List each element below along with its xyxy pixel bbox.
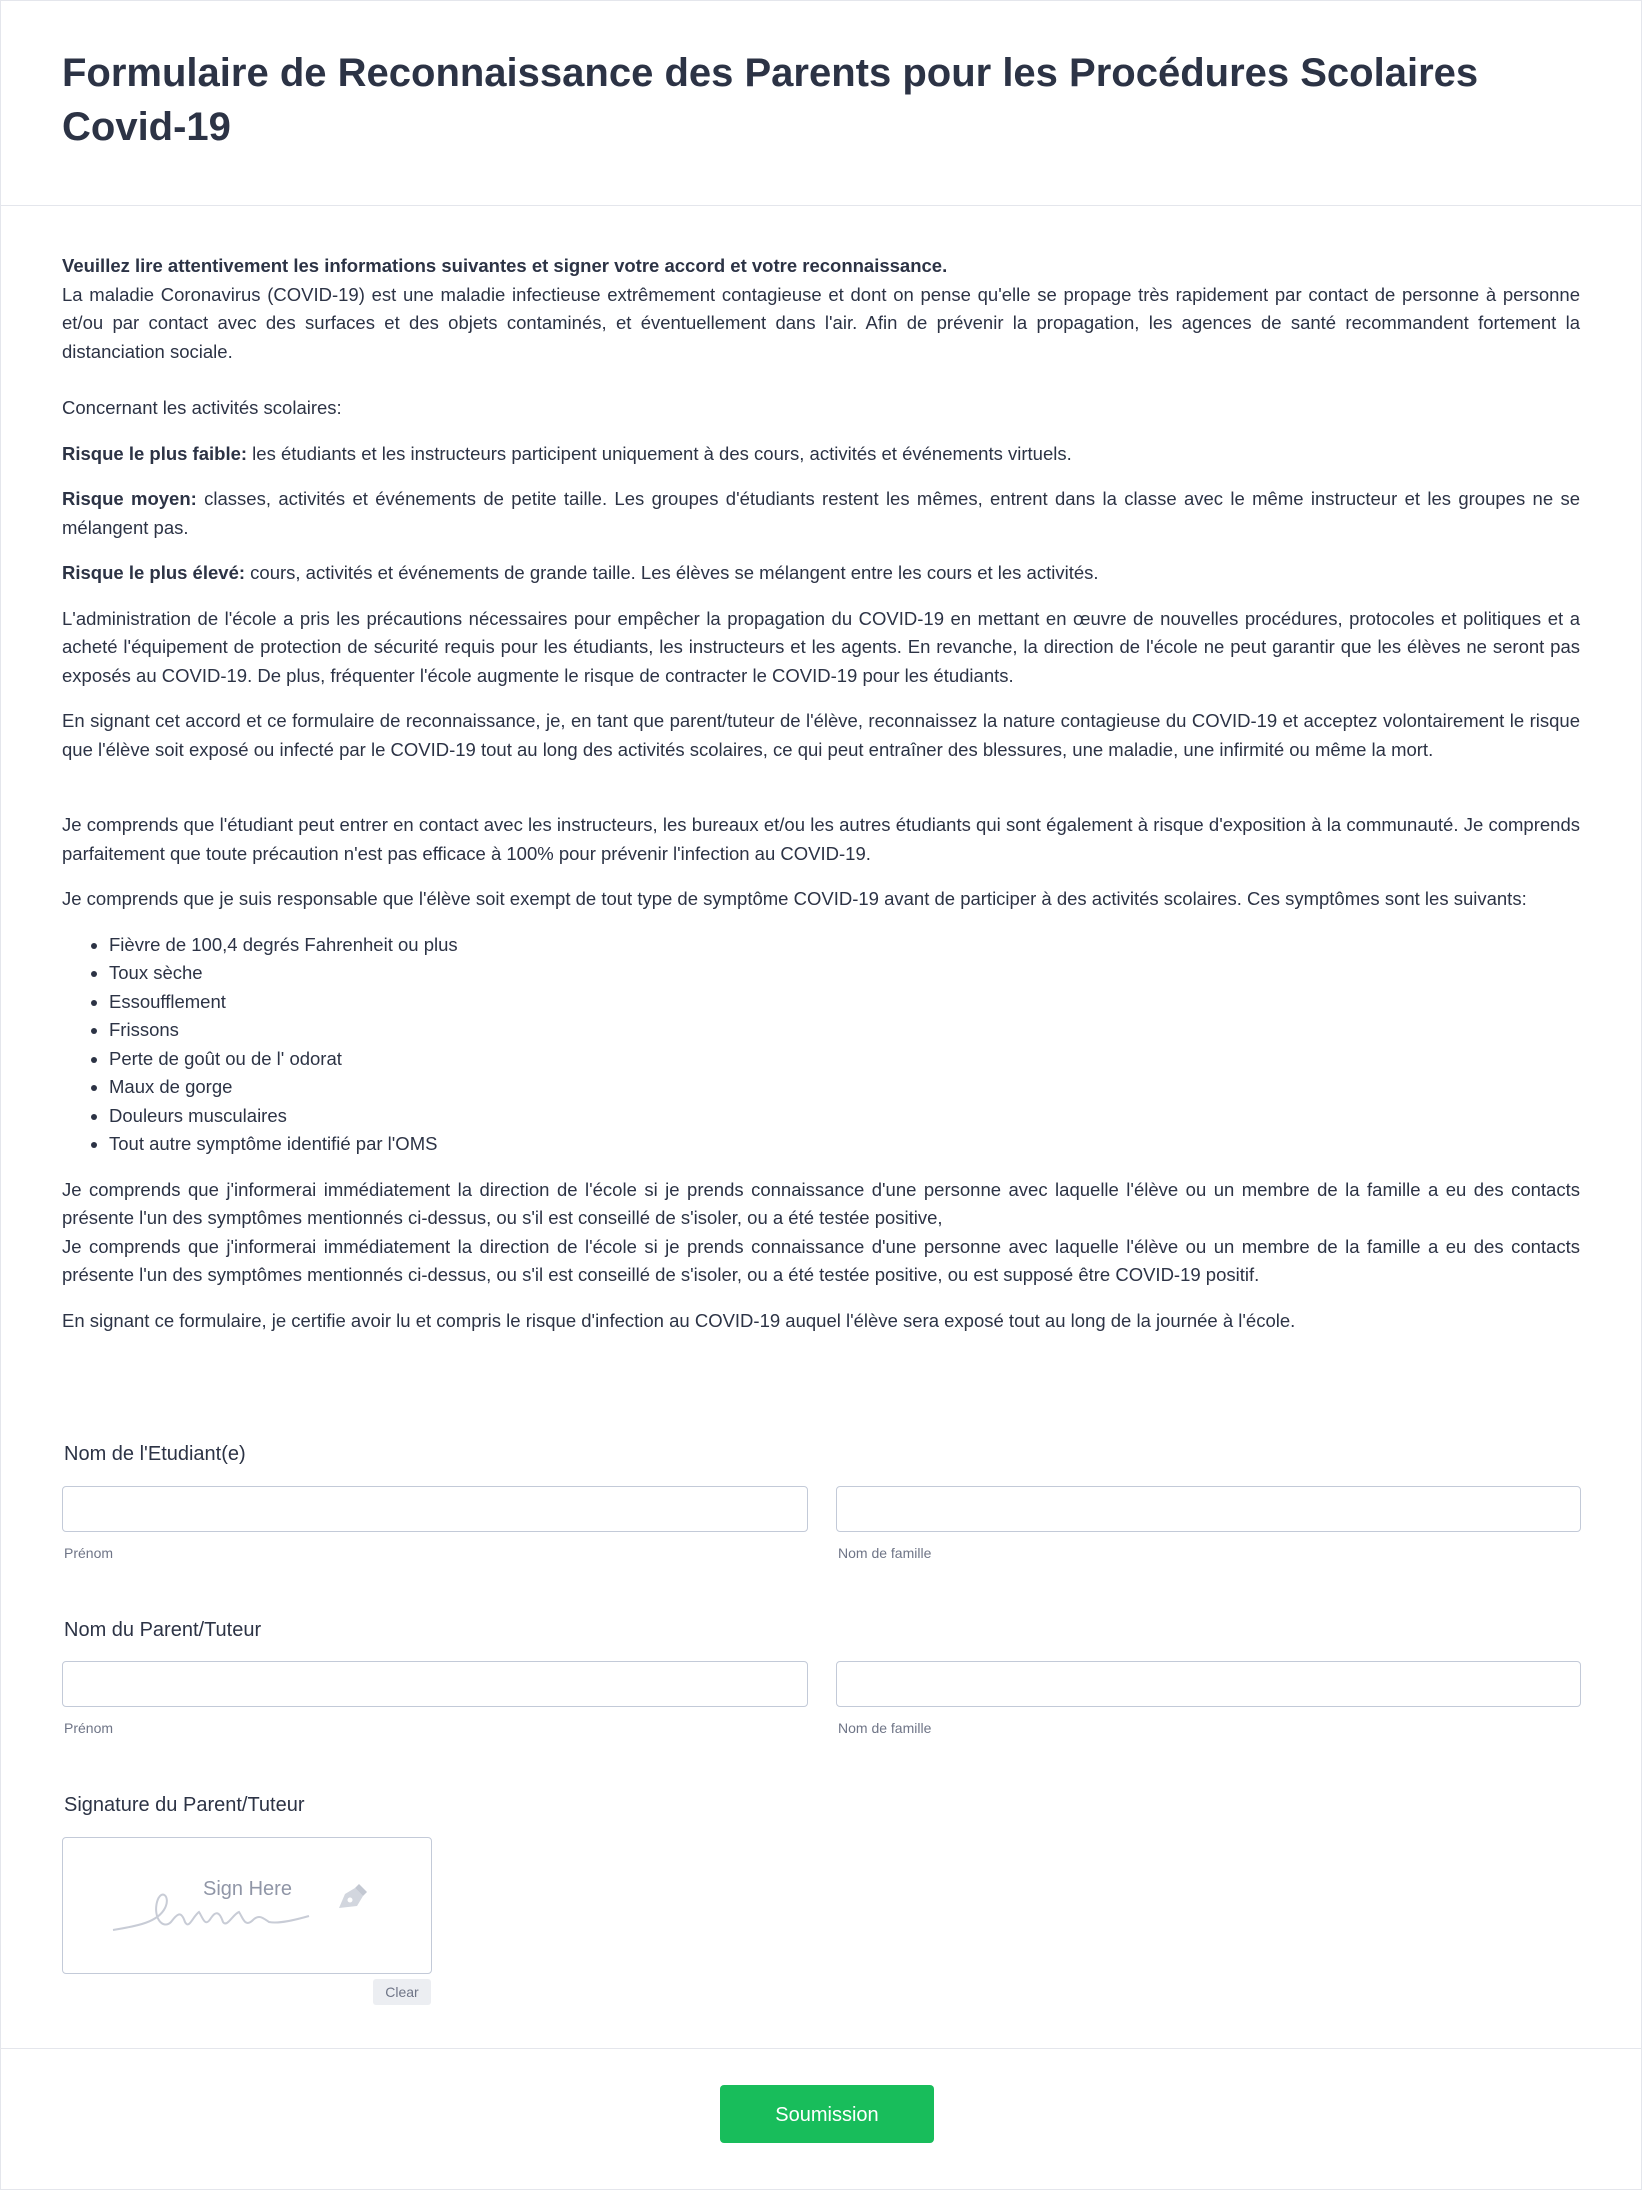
- list-item: • Essoufflement: [109, 988, 1580, 1017]
- parent-first-name-input[interactable]: [62, 1661, 808, 1707]
- symptoms-list: [62, 931, 1580, 1159]
- list-item: • Douleurs musculaires: [109, 1102, 1580, 1131]
- intro-text: La maladie Coronavirus (COVID-19) est une maladie infectieuse extrêmement contagieuse et dont on pense qu'elle se propage très rapidement par contact de personne à personne et/ou par contact avec des surfaces et des objets contaminés, et éventuellement dans l'air. Afin de prévenir la propagation, les agences de santé recommandent fortement la distanciation sociale.: [62, 283, 1580, 362]
- form-header: [0, 0, 1642, 206]
- symptoms-intro: Je comprends que je suis responsable que l'élève soit exempt de tout type de symptôme COVID-19 avant de participer à des activités scolaires. Ces symptômes sont les suivants:: [62, 888, 1527, 909]
- parent-first-name-sublabel: Prénom: [64, 1720, 114, 1736]
- student-name-label: Nom de l'Etudiant(e): [64, 1443, 246, 1465]
- student-first-name-input[interactable]: [62, 1486, 808, 1532]
- parent-name-label: Nom du Parent/Tuteur: [64, 1619, 262, 1641]
- intro-paragraph: [62, 252, 1580, 366]
- list-item: • Frissons: [109, 1016, 1580, 1045]
- list-item: • Fièvre de 100,4 degrés Fahrenheit ou plus: [109, 931, 1580, 960]
- activities-heading: Concernant les activités scolaires:: [62, 397, 342, 418]
- risk-high-text: cours, activités et événements de grande taille. Les élèves se mélangent entre les cours et les activités.: [245, 562, 1099, 583]
- admin-paragraph: L'administration de l'école a pris les précautions nécessaires pour empêcher la propagation du COVID-19 en mettant en œuvre de nouvelles procédures, protocoles et politiques et a acheté l'équipement de protection de sécurité requis pour les étudiants, les instructeurs et les agents. En revanche, la direction de l'école ne peut garantir que les élèves ne seront pas exposés au COVID-19. De plus, fréquenter l'école augmente le risque de contracter le COVID-19 pour les étudiants.: [62, 607, 1580, 686]
- pen-icon: [331, 1878, 371, 1918]
- inform-line-1: Je comprends que j'informerai immédiatement la direction de l'école si je prends connaissance d'une personne avec laquelle l'élève ou un membre de la famille a eu des contacts présente l'un des symptômes mentionnés ci-dessus, ou s'il est conseillé de s'isoler, ou a été testée positive,: [62, 1178, 1580, 1228]
- student-last-name-input[interactable]: [836, 1486, 1581, 1532]
- list-item: • Toux sèche: [109, 959, 1580, 988]
- list-item: • Maux de gorge: [109, 1073, 1580, 1102]
- list-item: • Tout autre symptôme identifié par l'OMS: [109, 1130, 1580, 1159]
- risk-low: [62, 440, 1580, 469]
- parent-last-name-input[interactable]: [836, 1661, 1581, 1707]
- signature-pad[interactable]: [62, 1837, 432, 1974]
- student-last-name-sublabel: Nom de famille: [838, 1545, 932, 1561]
- list-item: • Perte de goût ou de l' odorat: [109, 1045, 1580, 1074]
- inform-paragraph: [62, 1176, 1580, 1290]
- intro-bold-text: Veuillez lire attentivement les informations suivantes et signer votre accord et votre reconnaissance.: [62, 255, 948, 276]
- signature-scribble-icon: [63, 1838, 433, 1975]
- parent-last-name-sublabel: Nom de famille: [838, 1720, 932, 1736]
- signing-paragraph: En signant cet accord et ce formulaire de reconnaissance, je, en tant que parent/tuteur de l'élève, reconnaissez la nature contagieuse du COVID-19 et acceptez volontairement le risque que l'élève soit exposé ou infecté par le COVID-19 tout au long des activités scolaires, ce qui peut entraîner des blessures, une maladie, une infirmité ou même la mort.: [62, 710, 1580, 760]
- risk-medium-text: classes, activités et événements de petite taille. Les groupes d'étudiants restent les mêmes, entrent dans la classe avec le même instructeur et les groupes ne se mélangent pas.: [62, 488, 1580, 538]
- risk-medium-label: Risque moyen:: [62, 488, 197, 509]
- risk-low-text: les étudiants et les instructeurs participent uniquement à des cours, activités et événements virtuels.: [247, 442, 1072, 464]
- clear-signature-button[interactable]: Clear: [373, 1979, 431, 2005]
- risk-high: [62, 559, 1580, 588]
- signature-hint: Sign Here: [203, 1878, 292, 1900]
- risk-low-label: Risque le plus faible:: [62, 442, 248, 464]
- signature-label: Signature du Parent/Tuteur: [64, 1794, 305, 1816]
- submit-button[interactable]: Soumission: [720, 2085, 934, 2143]
- page-title: Formulaire de Reconnaissance des Parents pour les Procédures Scolaires Covid-19: [62, 51, 1479, 149]
- risk-medium: [62, 485, 1580, 542]
- certify-paragraph: En signant ce formulaire, je certifie avoir lu et compris le risque d'infection au COVID-19 auquel l'élève sera exposé tout au long de la journée à l'école.: [62, 1309, 1296, 1331]
- inform-line-2: Je comprends que j'informerai immédiatement la direction de l'école si je prends connaissance d'une personne avec laquelle l'élève ou un membre de la famille a eu des contacts présente l'un des symptômes mentionnés ci-dessus, ou s'il est conseillé de s'isoler, ou a été testée positive, ou est supposé être COVID-19 positif.: [62, 1235, 1580, 1285]
- form-description: [62, 252, 1580, 1352]
- student-first-name-sublabel: Prénom: [64, 1545, 114, 1561]
- contact-paragraph: Je comprends que l'étudiant peut entrer en contact avec les instructeurs, les bureaux et/ou les autres étudiants qui sont également à risque d'exposition à la communauté. Je comprends parfaitement que toute précaution n'est pas efficace à 100% pour prévenir l'infection au COVID-19.: [62, 814, 1580, 864]
- risk-high-label: Risque le plus élevé:: [62, 562, 246, 583]
